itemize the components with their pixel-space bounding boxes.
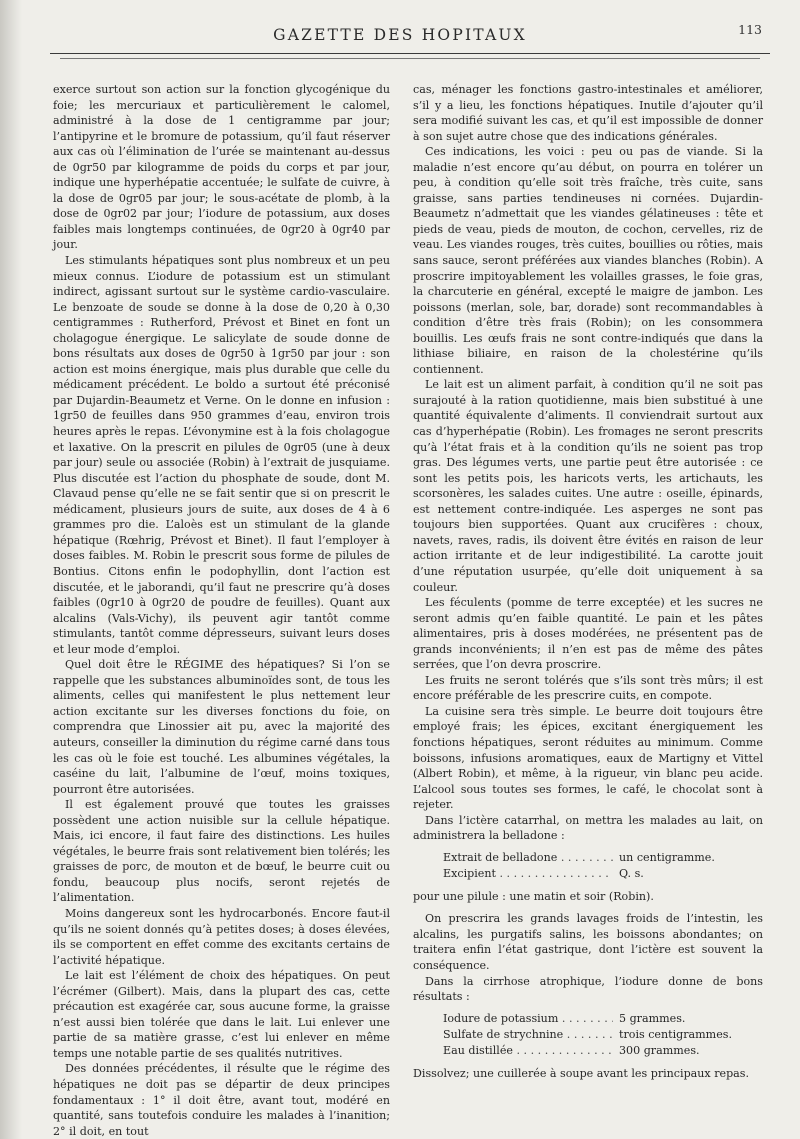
ingredient-name: Excipient . . .	[443, 866, 613, 882]
prescription-line	[443, 1011, 763, 1027]
prescription-line	[443, 850, 763, 866]
header-rule	[50, 53, 770, 54]
paragraph: Dissolvez; une cuillerée à soupe avant les principaux repas.	[413, 1066, 750, 1080]
paragraph: La cuisine sera très simple. Le beurre doit toujours être employé frais; les épices, excitant énergiquement les fonctions hépatiques, seront réduites au minimum. Comme boissons, infusions aromatiques, eaux de Martigny et Vittel (Albert Robin), et même, à la rigueur, vin blanc peu acide. L’alcool sous toutes ses formes, le café, le chocolat sont à rejeter.	[413, 704, 763, 812]
running-title: GAZETTE DES HOPITAUX	[273, 26, 527, 44]
paragraph: Des données précédentes, il résulte que le régime des hépatiques ne doit pas se départir de deux principes fondamentaux : 1° il doit être, avant tout, modéré en quantité, sans toutefois conduire les malades à l’inanition; 2° il doit, en tout	[53, 1062, 390, 1138]
ingredient-quantity: 5 grammes.	[619, 1011, 686, 1025]
paragraph: Quel doit être le RÉGIME des hépatiques? Si l’on se rappelle que les substances albuminoïdes sont, de tous les aliments, celles qui manifestent le plus nettement leur action excitante sur les diverses fonctions du foie, on comprendra que Linossier ait pu, avec la majorité des auteurs, conseiller la diminution du régime carné dans tous les cas où le foie est touché. Les albumines végétales, la caséine du lait, l’albumine de l’œuf, moins toxiques, pourront être autorisées.	[53, 658, 390, 796]
paragraph: Le lait est un aliment parfait, à condition qu’il ne soit pas surajouté à la ration quotidienne, mais bien substitué à une quantité équivalente d’aliments. Il conviendrait surtout aux cas d’hyperhépatie (Robin). Les fromages ne seront prescrits qu’à l’état frais et à la condition qu’ils ne soient pas trop gras. Des légumes verts, une partie peut être autorisée : ce sont les petits pois, les haricots verts, les artichauts, les scorsonères, les salades cuites. Une autre : oseille, épinards, est nettement contre-indiquée. Les asperges ne sont pas toujours bien supportées. Quant aux crucifères : choux, navets, raves, radis, ils doivent être évités en raison de leur action irritante et de leur indigestibilité. La carotte jouit d’une réputation usurpée, qu’elle doit uniquement à sa couleur.	[413, 378, 763, 594]
paragraph: Il est également prouvé que toutes les graisses possèdent une action nuisible sur la cellule hépatique. Mais, ici encore, il faut faire des distinctions. Les huiles végétales, le beurre frais sont relativement bien tolérés; les graisses de porc, de mouton et de bœuf, le beurre cuit ou fondu, beaucoup plus nocifs, seront rejetés de l’alimentation.	[53, 798, 390, 905]
header-rule-thin	[60, 58, 760, 59]
paragraph: Les féculents (pomme de terre exceptée) et les sucres ne seront admis qu’en faible quantité. Le pain et les pâtes alimentaires, pris à doses modérées, ne présentent pas de grands inconvénients; il n’en est pas de même des pâtes serrées, que l’on devra proscrire.	[413, 596, 763, 672]
ingredient-quantity: Q. s.	[619, 866, 644, 880]
left-column	[53, 82, 390, 1139]
paragraph: pour une pilule : une matin et soir (Robin).	[413, 889, 654, 903]
binding-shadow	[0, 0, 22, 1139]
ingredient-quantity: trois centigrammes.	[619, 1027, 732, 1041]
ingredient-name: Sulfate de strychnine . . .	[443, 1027, 613, 1043]
ingredient-name: Eau distillée . . .	[443, 1043, 613, 1059]
right-column	[413, 82, 763, 1081]
prescription-iodure	[443, 1011, 763, 1059]
ingredient-quantity: 300 grammes.	[619, 1043, 700, 1057]
paragraph: Ces indications, les voici : peu ou pas de viande. Si la maladie n’est encore qu’au début, on pourra en tolérer un peu, à condition qu’elle soit très fraîche, très cuite, sans graisse, sans parties tendineuses ni cornées. Dujardin-Beaumetz n’admettait que les viandes gélatineuses : tête et pieds de veau, pieds de mouton, de cochon, cervelles, riz de veau. Les viandes rouges, très cuites, bouillies ou rôties, mais sans sauce, seront préférées aux viandes blanches (Robin). A proscrire impitoyablement les volailles grasses, le foie gras, la charcuterie en général, excepté le maigre de jambon. Les poissons (merlan, sole, bar, dorade) sont recommandables à condition d’être très frais (Robin); on les consommera bouillis. Les œufs frais ne sont contre-indiqués que dans la lithiase biliaire, en raison de la cholestérine qu’ils contiennent.	[413, 145, 763, 376]
paragraph: Moins dangereux sont les hydrocarbonés. Encore faut-il qu’ils ne soient donnés qu’à petites doses; à doses élevées, ils se comportent en effet comme des excitants certains de l’activité hépatique.	[53, 906, 390, 967]
paragraph: Le lait est l’élément de choix des hépatiques. On peut l’écrémer (Gilbert). Mais, dans la plupart des cas, cette précaution est exagérée car, sous aucune forme, la graisse n’est aussi bien tolérée que dans le lait. Lui enlever une partie de sa matière grasse, c’est lui enlever en même temps une notable partie de ses qualités nutritives.	[53, 969, 390, 1060]
paragraph: Dans la cirrhose atrophique, l’iodure donne de bons résultats :	[413, 974, 763, 1004]
paragraph: exerce surtout son action sur la fonction glycogénique du foie; les mercuriaux et particulièrement le calomel, administré à la dose de 1 centigramme par jour; l’antipyrine et le bromure de potassium, qu’il faut réserver aux cas où l’élimination de l’urée se maintenant au-dessus de 0gr50 par kilogramme de poids du corps et par jour, indique une hyperhépatie accentuée; le sulfate de cuivre, à la dose de 0gr05 par jour; le sous-acétate de plomb, à la dose de 0gr02 par jour; l’iodure de potassium, aux doses faibles mais longtemps continuées, de 0gr20 à 0gr40 par jour.	[53, 83, 390, 252]
prescription-line	[443, 1027, 763, 1043]
paragraph: Les stimulants hépatiques sont plus nombreux et un peu mieux connus. L’iodure de potassium est un stimulant indirect, agissant surtout sur le système cardio-vasculaire. Le benzoate de soude se donne à la dose de 0,20 à 0,30 centigrammes : Rutherford, Prévost et Binet en font un cholagogue énergique. Le salicylate de soude donne de bons résultats aux doses de 0gr50 à 1gr50 par jour : son action est moins énergique, mais plus durable que celle du médicament précédent. Le boldo a surtout été préconisé par Dujardin-Beaumetz et Verne. On le donne en infusion : 1gr50 de feuilles dans 950 grammes d’eau, environ trois heures après le repas. L’évonymine est à la fois cholagogue et laxative. On la prescrit en pilules de 0gr05 (une à deux par jour) seule ou associée (Robin) à l’extrait de jusquiame. Plus discutée est l’action du phosphate de soude, dont M. Clavaud pense qu’elle ne se fait sentir que si on prescrit le médicament, plusieurs jours de suite, aux doses de 4 à 6 grammes pro die. L’aloès est un stimulant de la glande hépatique (Rœhrig, Prévost et Binet). Il faut l’employer à doses faibles. M. Robin le prescrit sous forme de pilules de Bontius. Citons enfin le podophyllin, dont l’action est discutée, et le jaborandi, qu’il faut ne prescrire qu’à doses faibles (0gr10 à 0gr20 de poudre de feuilles). Quant aux alcalins (Vals-Vichy), ils peuvent agir tantôt comme stimulants, tantôt comme dépresseurs, suivant leurs doses et leur mode d’emploi.	[53, 254, 390, 656]
ingredient-name: Extrait de belladone . . .	[443, 850, 613, 866]
paragraph: On prescrira les grands lavages froids de l’intestin, les alcalins, les purgatifs salins, les boissons abondantes; on traitera enfin l’état gastrique, dont l’ictère est souvent la conséquence.	[413, 912, 763, 972]
prescription-line	[443, 1043, 763, 1059]
prescription-line	[443, 866, 763, 882]
ingredient-name: Iodure de potassium . . .	[443, 1011, 613, 1027]
spacer	[413, 904, 763, 911]
prescription-belladone	[443, 850, 763, 882]
paragraph: Les fruits ne seront tolérés que s’ils sont très mûrs; il est encore préférable de les prescrire cuits, en compote.	[413, 673, 763, 703]
paragraph: Dans l’ictère catarrhal, on mettra les malades au lait, on administrera la belladone :	[413, 813, 763, 843]
paragraph: cas, ménager les fonctions gastro-intestinales et améliorer, s’il y a lieu, les fonctions hépatiques. Inutile d’ajouter qu’il sera modifié suivant les cas, et qu’il est impossible de donner à son sujet autre chose que des indications générales.	[413, 83, 763, 143]
page-number: 113	[738, 22, 762, 37]
ingredient-quantity: un centigramme.	[619, 850, 715, 864]
